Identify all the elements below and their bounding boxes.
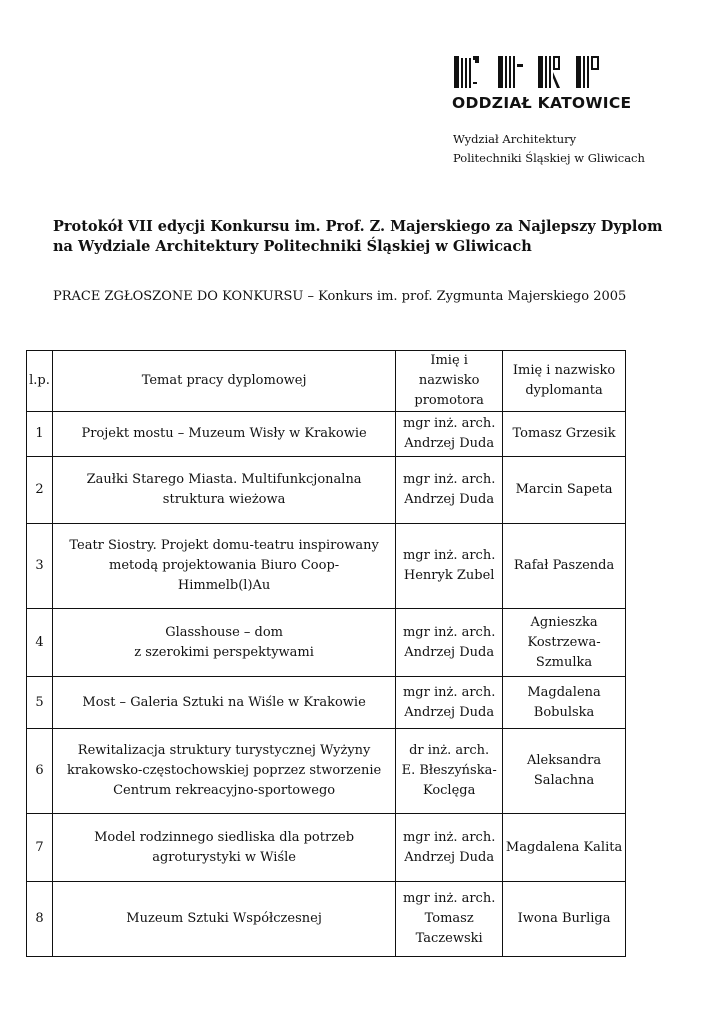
header-lp: l.p. — [27, 351, 53, 412]
table-header-row — [27, 351, 626, 412]
header-line: promotora — [414, 393, 484, 408]
cell-topic — [52, 677, 395, 729]
cell-promoter — [396, 412, 503, 457]
cell-line: struktura wieżowa — [162, 492, 286, 507]
header-topic: Temat pracy dyplomowej — [52, 351, 395, 412]
cell-topic — [52, 814, 395, 882]
cell-promoter — [396, 729, 503, 814]
table-row — [27, 677, 626, 729]
table-row — [27, 814, 626, 882]
submissions-table — [26, 350, 626, 957]
header-promoter — [396, 351, 503, 412]
cell-line: mgr inż. arch. — [402, 472, 496, 487]
cell-line: E. Błeszyńska- — [401, 763, 497, 778]
faculty-line: Politechniki Śląskiej w Gliwicach — [453, 151, 645, 165]
cell-line: Model rodzinnego siedliska dla potrzeb — [94, 829, 355, 845]
cell-promoter — [396, 882, 503, 957]
cell-graduate — [503, 412, 626, 457]
cell-line: Muzeum Sztuki Współczesnej — [126, 911, 322, 926]
cell-topic — [52, 457, 395, 524]
cell-graduate — [503, 457, 626, 524]
cell-graduate — [503, 729, 626, 814]
cell-graduate — [503, 609, 626, 677]
cell-graduate — [503, 882, 626, 957]
document-title — [53, 217, 673, 257]
cell-line: Marcin Sapeta — [515, 482, 613, 497]
cell-line: Rafał Paszenda — [513, 558, 615, 573]
cell-line: Andrzej Duda — [404, 644, 495, 660]
cell-lp: 6 — [27, 729, 53, 814]
cell-lp: 2 — [27, 457, 53, 524]
cell-line: Rewitalizacja struktury turystycznej Wyżyny — [77, 743, 371, 758]
document-subtitle: PRACE ZGŁOSZONE DO KONKURSU – Konkurs im. prof. Zygmunta Majerskiego 2005 — [53, 289, 627, 304]
cell-topic — [52, 729, 395, 814]
cell-line: Teatr Siostry. Projekt domu-teatru inspirowany — [69, 538, 379, 553]
cell-lp: 5 — [27, 677, 53, 729]
cell-graduate — [503, 677, 626, 729]
sarp-logo-icon — [452, 54, 602, 90]
cell-line: Andrzej Duda — [404, 849, 495, 865]
cell-line: Kostrzewa-Szmulka — [527, 634, 601, 670]
header-line: Imię i nazwisko — [512, 363, 616, 378]
title-line: na Wydziale Architektury Politechniki Śląskiej w Gliwicach — [53, 238, 532, 255]
cell-line: agroturystyki w Wiśle — [152, 849, 296, 865]
cell-topic — [52, 882, 395, 957]
cell-line: Glasshouse – dom — [165, 624, 283, 640]
cell-promoter — [396, 457, 503, 524]
cell-line: Zaułki Starego Miasta. Multifunkcjonalna — [86, 472, 362, 487]
cell-line: Agnieszka — [530, 614, 598, 630]
table-row — [27, 882, 626, 957]
cell-line: Centrum rekreacyjno-sportowego — [113, 783, 336, 798]
cell-lp: 3 — [27, 524, 53, 609]
cell-line: Andrzej Duda — [404, 492, 495, 507]
header-line: dyplomanta — [525, 383, 603, 398]
cell-line: krakowsko-częstochowskiej poprzez stworzenie — [66, 763, 382, 778]
cell-line: metodą projektowania Biuro Coop- — [109, 558, 340, 573]
cell-topic — [52, 524, 395, 609]
cell-lp: 7 — [27, 814, 53, 882]
cell-lp: 8 — [27, 882, 53, 957]
cell-line: Most – Galeria Sztuki na Wiśle w Krakowie — [82, 694, 366, 710]
logo-text: ODDZIAŁ KATOWICE — [452, 94, 632, 112]
cell-line: mgr inż. arch. — [402, 416, 496, 431]
cell-graduate — [503, 814, 626, 882]
header-graduate — [503, 351, 626, 412]
table-row — [27, 457, 626, 524]
cell-line: mgr inż. arch. — [402, 548, 496, 563]
cell-line: Himmelb(l)Au — [177, 578, 271, 593]
table-row — [27, 412, 626, 457]
header-line: Imię i nazwisko — [418, 353, 480, 388]
table-row — [27, 609, 626, 677]
cell-lp: 1 — [27, 412, 53, 457]
cell-line: Tomasz Grzesik — [512, 426, 616, 441]
cell-promoter — [396, 814, 503, 882]
cell-line: mgr inż. arch. — [402, 829, 496, 845]
cell-line: Iwona Burliga — [517, 911, 611, 926]
cell-line: Magdalena Bobulska — [527, 684, 601, 720]
cell-line: Henryk Zubel — [403, 568, 495, 583]
faculty-block — [453, 130, 645, 168]
sarp-logo — [452, 54, 632, 112]
table-row — [27, 729, 626, 814]
cell-topic — [52, 609, 395, 677]
faculty-line: Wydział Architektury — [453, 132, 577, 146]
title-line: Protokół VII edycji Konkursu im. Prof. Z. Majerskiego za Najlepszy Dyplom — [53, 218, 663, 235]
cell-line: mgr inż. arch. — [402, 891, 496, 906]
cell-lp: 4 — [27, 609, 53, 677]
cell-line: Andrzej Duda — [404, 704, 495, 720]
cell-graduate — [503, 524, 626, 609]
cell-line: Taczewski — [415, 931, 483, 946]
cell-line: Aleksandra Salachna — [526, 753, 602, 788]
cell-promoter — [396, 677, 503, 729]
cell-promoter — [396, 524, 503, 609]
cell-line: mgr inż. arch. — [402, 624, 496, 640]
cell-line: z szerokimi perspektywami — [134, 644, 314, 660]
cell-line: Andrzej Duda — [404, 436, 495, 451]
cell-line: dr inż. arch. — [409, 743, 490, 758]
cell-line: Projekt mostu – Muzeum Wisły w Krakowie — [81, 426, 367, 441]
cell-promoter — [396, 609, 503, 677]
cell-line: Magdalena Kalita — [505, 839, 623, 855]
cell-line: Koclęga — [422, 783, 476, 798]
cell-line: mgr inż. arch. — [402, 684, 496, 700]
table-row — [27, 524, 626, 609]
cell-line: Tomasz — [424, 911, 474, 926]
cell-topic — [52, 412, 395, 457]
